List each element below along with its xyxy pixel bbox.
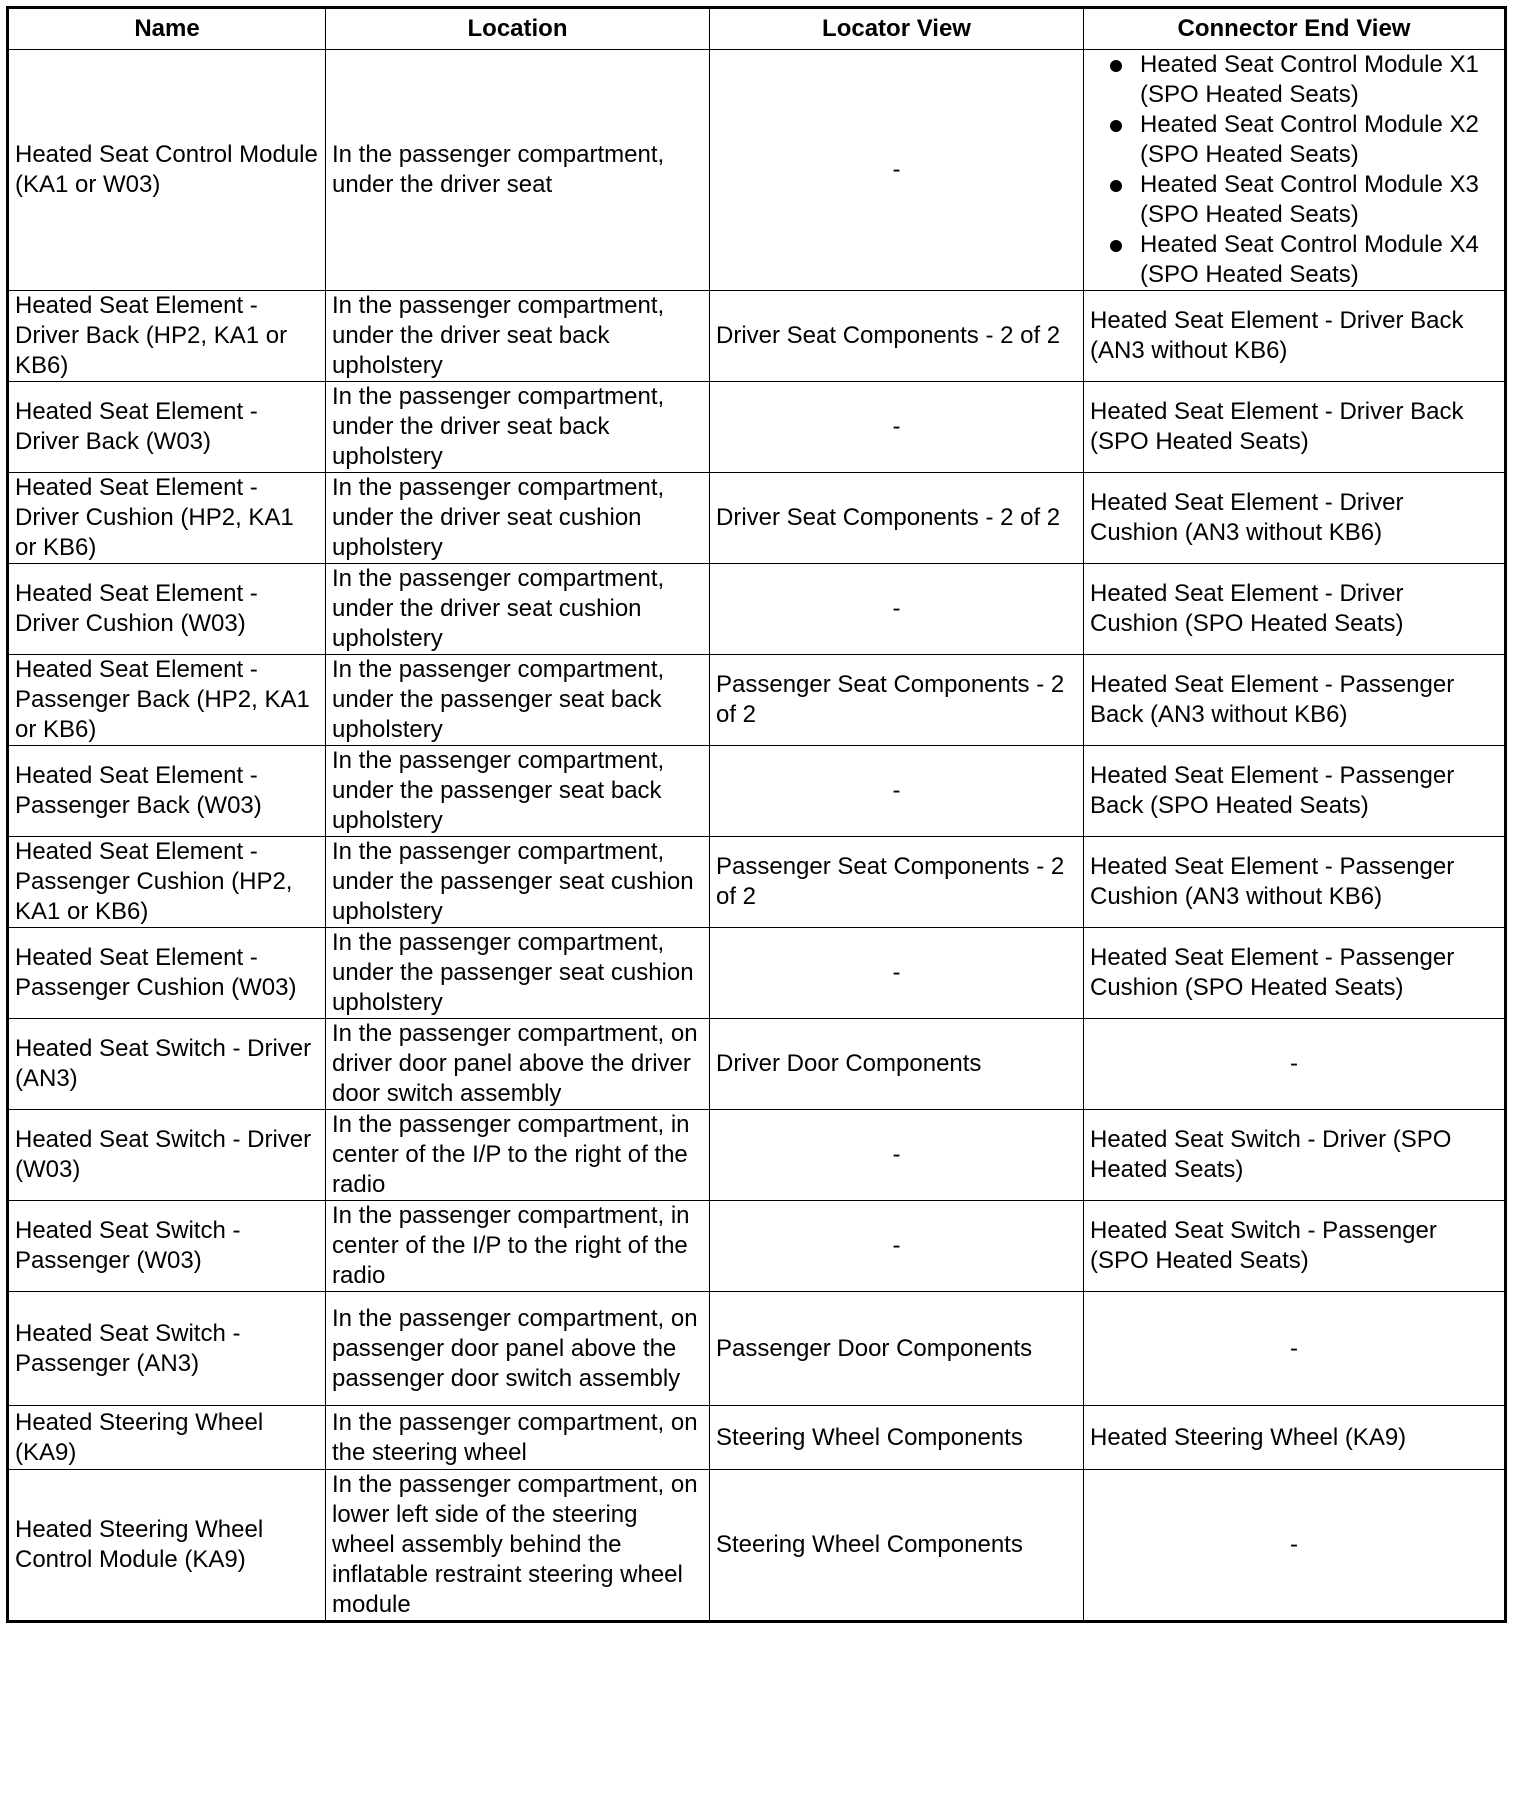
table-row [8, 837, 1506, 928]
header-location: Location [326, 8, 710, 50]
cell-connector-end-view: Heated Steering Wheel (KA9) [1084, 1406, 1506, 1470]
connector-list-item [1090, 230, 1498, 290]
cell-name: Heated Seat Element - Driver Back (W03) [8, 382, 326, 473]
table-row [8, 291, 1506, 382]
cell-name: Heated Seat Element - Passenger Cushion (W03) [8, 928, 326, 1019]
cell-locator-view: Steering Wheel Components [710, 1470, 1084, 1622]
cell-locator-view: - [710, 564, 1084, 655]
cell-connector-end-view: - [1084, 1019, 1506, 1110]
cell-locator-view: - [710, 1201, 1084, 1292]
cell-location: In the passenger compartment, in center of the I/P to the right of the radio [326, 1110, 710, 1201]
cell-locator-view: - [710, 1110, 1084, 1201]
connector-list-item [1090, 50, 1498, 110]
connector-list-text: Heated Seat Control Module X4 (SPO Heated Seats) [1140, 231, 1479, 288]
cell-connector-end-view: - [1084, 1470, 1506, 1622]
table-row [8, 564, 1506, 655]
cell-name: Heated Seat Switch - Driver (AN3) [8, 1019, 326, 1110]
cell-locator-view: - [710, 50, 1084, 291]
cell-connector-end-view: Heated Seat Element - Passenger Back (SPO Heated Seats) [1084, 746, 1506, 837]
table-row [8, 382, 1506, 473]
table-header [8, 8, 1506, 50]
cell-name: Heated Seat Switch - Passenger (AN3) [8, 1292, 326, 1406]
cell-location: In the passenger compartment, under the passenger seat cushion upholstery [326, 837, 710, 928]
cell-connector-end-view: Heated Seat Element - Driver Cushion (SPO Heated Seats) [1084, 564, 1506, 655]
table-row [8, 1110, 1506, 1201]
cell-location: In the passenger compartment, under the driver seat back upholstery [326, 382, 710, 473]
bullet-icon [1110, 240, 1122, 252]
cell-connector-end-view: Heated Seat Element - Passenger Cushion (SPO Heated Seats) [1084, 928, 1506, 1019]
cell-name: Heated Seat Element - Passenger Back (W03) [8, 746, 326, 837]
cell-name: Heated Steering Wheel (KA9) [8, 1406, 326, 1470]
table-row [8, 50, 1506, 291]
cell-name: Heated Seat Switch - Driver (W03) [8, 1110, 326, 1201]
cell-name: Heated Seat Element - Driver Back (HP2, KA1 or KB6) [8, 291, 326, 382]
cell-connector-end-view: Heated Seat Element - Driver Back (AN3 without KB6) [1084, 291, 1506, 382]
cell-locator-view: - [710, 746, 1084, 837]
cell-name: Heated Seat Element - Passenger Cushion (HP2, KA1 or KB6) [8, 837, 326, 928]
cell-location: In the passenger compartment, on passenger door panel above the passenger door switch assembly [326, 1292, 710, 1406]
table-row [8, 655, 1506, 746]
cell-location: In the passenger compartment, on lower left side of the steering wheel assembly behind the inflatable restraint steering wheel module [326, 1470, 710, 1622]
cell-name: Heated Seat Control Module (KA1 or W03) [8, 50, 326, 291]
cell-location: In the passenger compartment, under the driver seat back upholstery [326, 291, 710, 382]
table-row [8, 473, 1506, 564]
cell-locator-view: Passenger Seat Components - 2 of 2 [710, 837, 1084, 928]
cell-location: In the passenger compartment, in center of the I/P to the right of the radio [326, 1201, 710, 1292]
table-row [8, 1019, 1506, 1110]
header-name: Name [8, 8, 326, 50]
cell-location: In the passenger compartment, under the driver seat cushion upholstery [326, 564, 710, 655]
cell-locator-view: Driver Door Components [710, 1019, 1084, 1110]
cell-connector-end-view: Heated Seat Switch - Passenger (SPO Heated Seats) [1084, 1201, 1506, 1292]
cell-locator-view: Passenger Seat Components - 2 of 2 [710, 655, 1084, 746]
header-locator-view: Locator View [710, 8, 1084, 50]
cell-locator-view: Driver Seat Components - 2 of 2 [710, 291, 1084, 382]
table-row [8, 1292, 1506, 1406]
cell-connector-end-view: - [1084, 1292, 1506, 1406]
connector-list [1090, 50, 1498, 290]
table-row [8, 1470, 1506, 1622]
cell-name: Heated Seat Element - Driver Cushion (HP2, KA1 or KB6) [8, 473, 326, 564]
cell-name: Heated Seat Element - Passenger Back (HP2, KA1 or KB6) [8, 655, 326, 746]
cell-connector-end-view: Heated Seat Element - Driver Back (SPO Heated Seats) [1084, 382, 1506, 473]
header-row [8, 8, 1506, 50]
connector-list-text: Heated Seat Control Module X2 (SPO Heated Seats) [1140, 111, 1479, 168]
cell-locator-view: - [710, 928, 1084, 1019]
cell-connector-end-view: Heated Seat Switch - Driver (SPO Heated Seats) [1084, 1110, 1506, 1201]
table-row [8, 746, 1506, 837]
cell-connector-end-view [1084, 50, 1506, 291]
connector-list-text: Heated Seat Control Module X3 (SPO Heated Seats) [1140, 171, 1479, 228]
component-locator-table [6, 6, 1507, 1623]
cell-connector-end-view: Heated Seat Element - Driver Cushion (AN3 without KB6) [1084, 473, 1506, 564]
cell-locator-view: Steering Wheel Components [710, 1406, 1084, 1470]
table-body [8, 50, 1506, 1622]
cell-name: Heated Seat Element - Driver Cushion (W03) [8, 564, 326, 655]
connector-list-item [1090, 110, 1498, 170]
cell-location: In the passenger compartment, on driver door panel above the driver door switch assembly [326, 1019, 710, 1110]
cell-locator-view: Driver Seat Components - 2 of 2 [710, 473, 1084, 564]
cell-location: In the passenger compartment, on the steering wheel [326, 1406, 710, 1470]
table-row [8, 1201, 1506, 1292]
cell-connector-end-view: Heated Seat Element - Passenger Cushion (AN3 without KB6) [1084, 837, 1506, 928]
cell-locator-view: Passenger Door Components [710, 1292, 1084, 1406]
connector-list-text: Heated Seat Control Module X1 (SPO Heated Seats) [1140, 51, 1479, 108]
cell-connector-end-view: Heated Seat Element - Passenger Back (AN3 without KB6) [1084, 655, 1506, 746]
bullet-icon [1110, 60, 1122, 72]
bullet-icon [1110, 120, 1122, 132]
cell-location: In the passenger compartment, under the passenger seat back upholstery [326, 655, 710, 746]
connector-list-item [1090, 170, 1498, 230]
cell-location: In the passenger compartment, under the passenger seat cushion upholstery [326, 928, 710, 1019]
table-row [8, 1406, 1506, 1470]
bullet-icon [1110, 180, 1122, 192]
cell-location: In the passenger compartment, under the driver seat [326, 50, 710, 291]
header-connector-end-view: Connector End View [1084, 8, 1506, 50]
cell-location: In the passenger compartment, under the driver seat cushion upholstery [326, 473, 710, 564]
table-row [8, 928, 1506, 1019]
cell-name: Heated Seat Switch - Passenger (W03) [8, 1201, 326, 1292]
cell-locator-view: - [710, 382, 1084, 473]
cell-location: In the passenger compartment, under the passenger seat back upholstery [326, 746, 710, 837]
cell-name: Heated Steering Wheel Control Module (KA9) [8, 1470, 326, 1622]
